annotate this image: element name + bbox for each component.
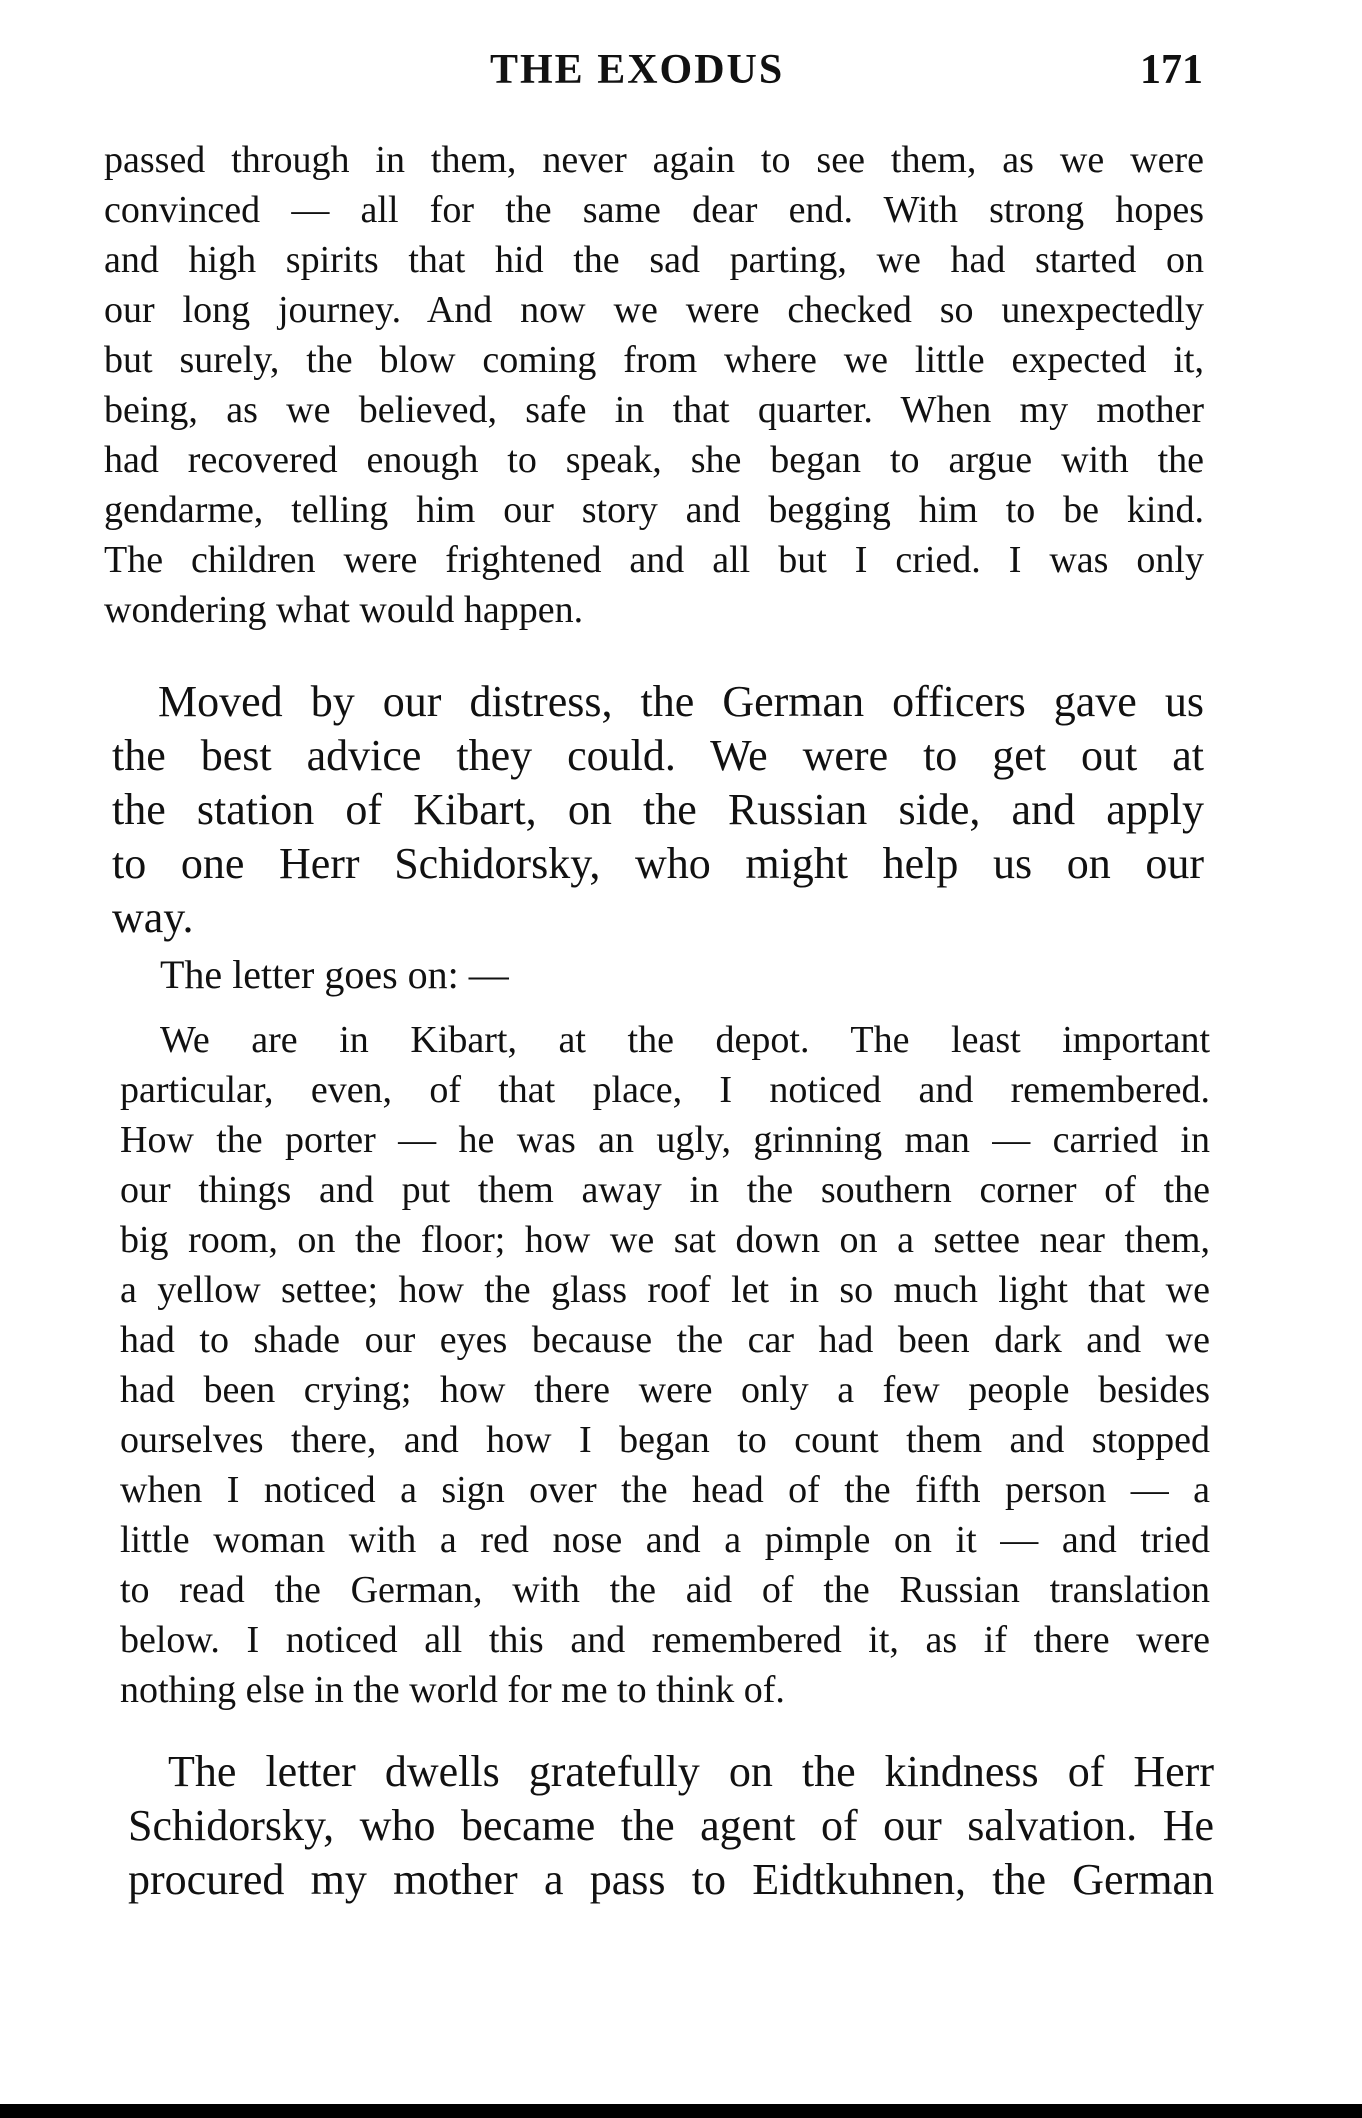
paragraph-letter-continued <box>104 135 1204 635</box>
text-line: How the porter — he was an ugly, grinning man — carried in <box>120 1119 1210 1161</box>
text-line: passed through in them, never again to see them, as we were <box>104 139 1204 181</box>
text-line: to read the German, with the aid of the Russian translation <box>120 1569 1210 1611</box>
text-line: We are in Kibart, at the depot. The least important <box>160 1019 1210 1061</box>
text-line: below. I noticed all this and remembered it, as if there were <box>120 1619 1210 1661</box>
text-line: had been crying; how there were only a few people besides <box>120 1369 1210 1411</box>
text-line: but surely, the blow coming from where we little expected it, <box>104 339 1204 381</box>
text-line: particular, even, of that place, I noticed and remembered. <box>120 1069 1210 1111</box>
text-line: convinced — all for the same dear end. With strong hopes <box>104 189 1204 231</box>
text-line: gendarme, telling him our story and begging him to be kind. <box>104 489 1204 531</box>
page-bottom-border <box>0 2104 1362 2118</box>
text-line: little woman with a red nose and a pimple on it — and tried <box>120 1519 1210 1561</box>
text-line: when I noticed a sign over the head of the fifth person — a <box>120 1469 1210 1511</box>
text-line: to one Herr Schidorsky, who might help us on our <box>112 839 1204 888</box>
text-line: had recovered enough to speak, she began to argue with the <box>104 439 1204 481</box>
text-line: nothing else in the world for me to think of. <box>120 1669 785 1711</box>
text-line: The children were frightened and all but I cried. I was only <box>104 539 1204 581</box>
text-line: The letter goes on: — <box>160 952 509 997</box>
text-line: the best advice they could. We were to get out at <box>112 731 1204 780</box>
text-line: had to shade our eyes because the car had been dark and we <box>120 1319 1210 1361</box>
text-line: way. <box>112 893 194 942</box>
text-line: ourselves there, and how I began to count them and stopped <box>120 1419 1210 1461</box>
text-line: being, as we believed, safe in that quarter. When my mother <box>104 389 1204 431</box>
text-line: Moved by our distress, the German officers gave us <box>158 677 1204 726</box>
text-line: a yellow settee; how the glass roof let in so much light that we <box>120 1269 1210 1311</box>
text-line: procured my mother a pass to Eidtkuhnen, the German <box>128 1855 1214 1904</box>
text-line: the station of Kibart, on the Russian side, and apply <box>112 785 1204 834</box>
paragraph-letter-intro <box>160 950 760 1000</box>
paragraph-letter-kibart <box>120 1015 1210 1715</box>
text-line: Schidorsky, who became the agent of our salvation. He <box>128 1801 1214 1850</box>
page-number: 171 <box>1140 47 1203 93</box>
text-line: The letter dwells gratefully on the kindness of Herr <box>168 1747 1214 1796</box>
running-title: THE EXODUS <box>490 47 785 93</box>
paragraph-narrative-advice <box>112 675 1204 945</box>
paragraph-narrative-schidorsky <box>128 1745 1214 1907</box>
text-line: our long journey. And now we were checked so unexpectedly <box>104 289 1204 331</box>
running-head <box>0 40 1362 100</box>
text-line: wondering what would happen. <box>104 589 584 631</box>
text-line: our things and put them away in the southern corner of the <box>120 1169 1210 1211</box>
text-line: and high spirits that hid the sad parting, we had started on <box>104 239 1204 281</box>
text-line: big room, on the floor; how we sat down on a settee near them, <box>120 1219 1210 1261</box>
